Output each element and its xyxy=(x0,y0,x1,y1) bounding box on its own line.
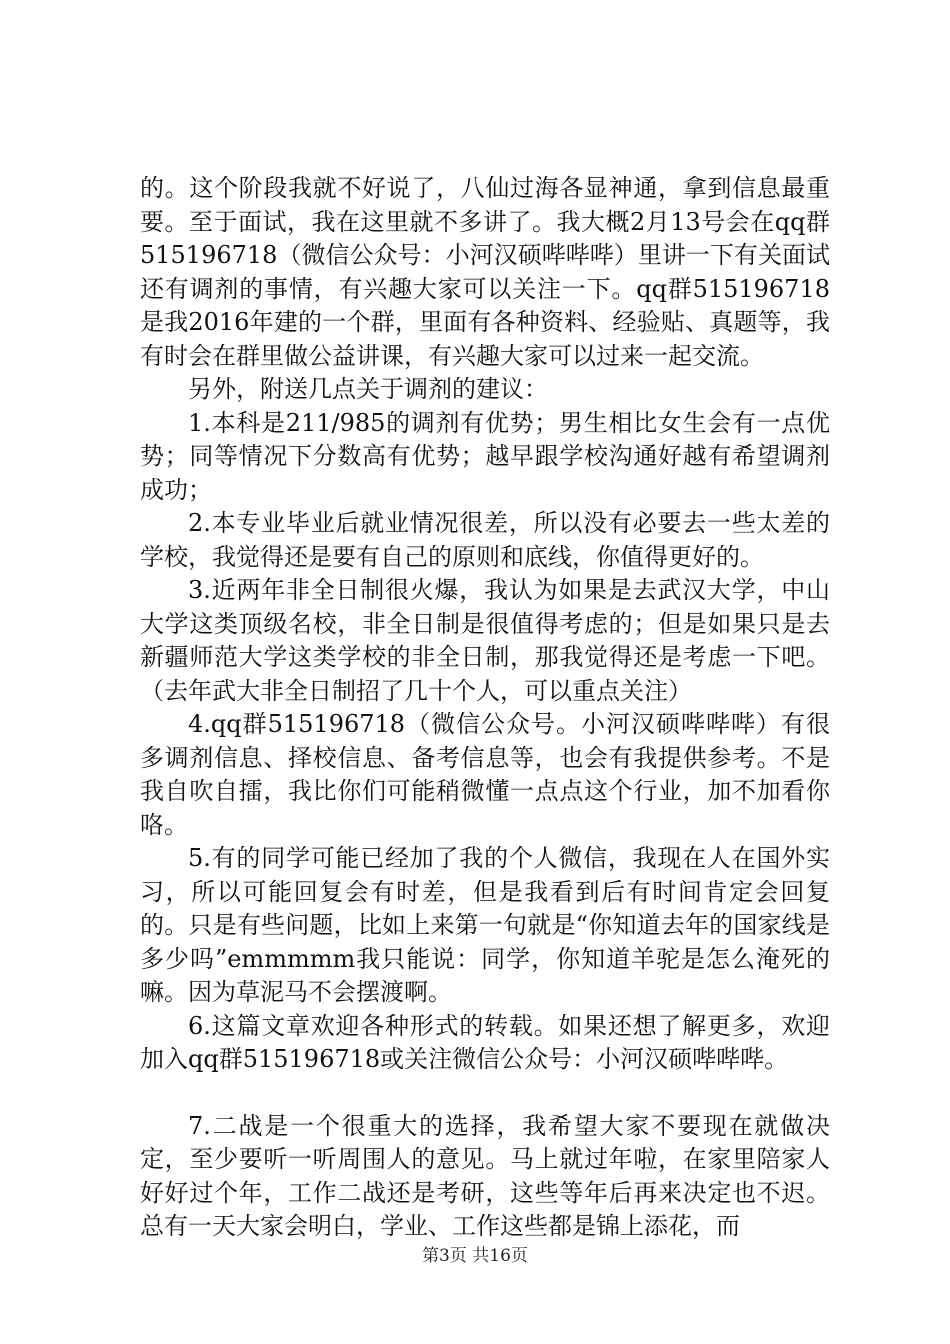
paragraph-advice-5: 5.有的同学可能已经加了我的个人微信，我现在人在国外实习，所以可能回复会有时差，但是我看到后有时间肯定会回复的。只是有些问题，比如上来第一句就是“你知道去年的国家线是多少吗”emmmmm我只能说：同学，你知道羊驼是怎么淹死的嘛。因为草泥马不会摆渡啊。 xyxy=(140,844,830,1006)
paragraph-advice-3: 3.近两年非全日制很火爆，我认为如果是去武汉大学，中山大学这类顶级名校，非全日制是很值得考虑的；但是如果只是去新疆师范大学这类学校的非全日制，那我觉得还是考虑一下吧。（去年武大非全日制招了几十个人，可以重点关注） xyxy=(140,576,830,705)
paragraph-intro: 的。这个阶段我就不好说了，八仙过海各显神通，拿到信息最重要。至于面试，我在这里就不多讲了。我大概2月13号会在qq群515196718（微信公众号：小河汉硕哔哔哔）里讲一下有关面试还有调剂的事情，有兴趣大家可以关注一下。qq群515196718是我2016年建的一个群，里面有各种资料、经验贴、真题等，我有时会在群里做公益讲课，有兴趣大家可以过来一起交流。 xyxy=(140,174,830,370)
page-number-footer: 第3页 共16页 xyxy=(422,1246,528,1266)
paragraph-advice-2: 2.本专业毕业后就业情况很差，所以没有必要去一些太差的学校，我觉得还是要有自己的原则和底线，你值得更好的。 xyxy=(140,509,830,571)
document-body xyxy=(140,172,830,1244)
paragraph-advice-6: 6.这篇文章欢迎各种形式的转载。如果还想了解更多，欢迎加入qq群515196718或关注微信公众号：小河汉硕哔哔哔。 xyxy=(140,1011,830,1073)
paragraph-advice-heading: 另外，附送几点关于调剂的建议： xyxy=(188,375,548,403)
paragraph-advice-4: 4.qq群515196718（微信公众号。小河汉硕哔哔哔）有很多调剂信息、择校信息、备考信息等，也会有我提供参考。不是我自吹自擂，我比你们可能稍微懂一点点这个行业，加不加看你咯。 xyxy=(140,710,830,839)
paragraph-advice-7: 7.二战是一个很重大的选择，我希望大家不要现在就做决定，至少要听一听周围人的意见。马上就过年啦，在家里陪家人好好过个年，工作二战还是考研，这些等年后再来决定也不迟。总有一天大家会明白，学业、工作这些都是锦上添花，而 xyxy=(140,1111,830,1240)
paragraph-advice-1: 1.本科是211/985的调剂有优势；男生相比女生会有一点优势；同等情况下分数高有优势；越早跟学校沟通好越有希望调剂成功； xyxy=(140,408,830,504)
